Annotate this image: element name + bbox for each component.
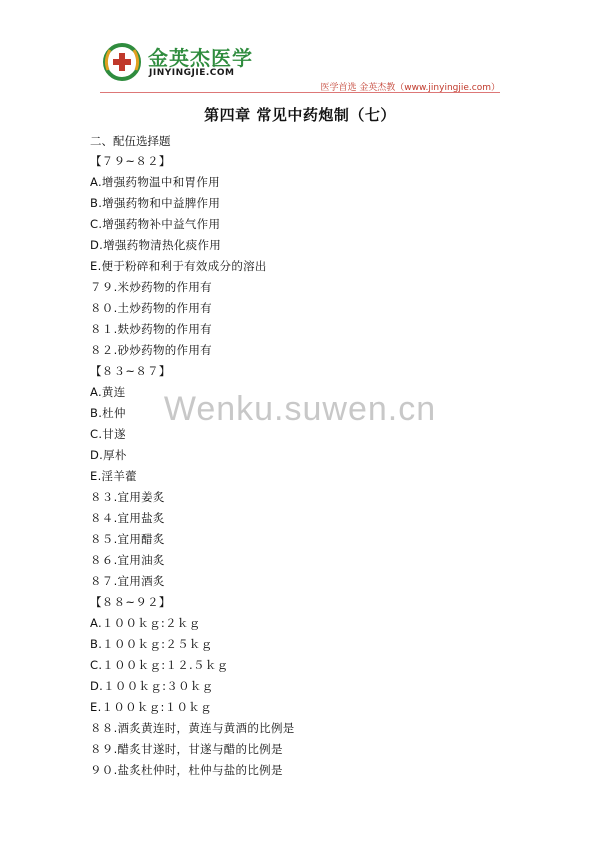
question-line: ８７.宜用酒炙 (90, 574, 165, 588)
section-heading: 二、配伍选择题 (90, 134, 171, 148)
question-line: ８９.醋炙甘遂时，甘遂与醋的比例是 (90, 742, 283, 756)
question-line: C.增强药物补中益气作用 (90, 217, 221, 231)
question-line: D.厚朴 (90, 448, 127, 462)
question-line: E.便于粉碎和利于有效成分的溶出 (90, 259, 267, 273)
question-line: ８２.砂炒药物的作用有 (90, 343, 212, 357)
question-line: ９０.盐炙杜仲时，杜仲与盐的比例是 (90, 763, 283, 777)
question-line: A.增强药物温中和胃作用 (90, 175, 220, 189)
page-header (0, 0, 600, 100)
question-line: B.１００ｋｇ:２５ｋｇ (90, 637, 213, 651)
question-line: ８６.宜用油炙 (90, 553, 165, 567)
logo (100, 40, 260, 88)
question-line: C.甘遂 (90, 427, 126, 441)
header-tagline: 医学首选 金英杰教（www.jinyingjie.com） (320, 83, 500, 93)
logo-text-en: JINYINGJIE.COM (149, 68, 235, 78)
logo-emblem-icon (100, 40, 144, 84)
question-line: B.增强药物和中益脾作用 (90, 196, 221, 210)
page-title: 第四章 常见中药炮制（七） (204, 106, 396, 124)
question-line: ８３.宜用姜炙 (90, 490, 165, 504)
question-line: ８５.宜用醋炙 (90, 532, 165, 546)
question-line: E.淫羊藿 (90, 469, 137, 483)
question-line: B.杜仲 (90, 406, 126, 420)
question-line: 【８３~８７】 (90, 364, 171, 378)
question-list (90, 151, 295, 781)
question-line: ７９.米炒药物的作用有 (90, 280, 212, 294)
question-line: A.１００ｋｇ:２ｋｇ (90, 616, 201, 630)
question-line: 【８８~９２】 (90, 595, 171, 609)
question-line: D.增强药物清热化痰作用 (90, 238, 222, 252)
watermark: Wenku.suwen.cn (163, 390, 437, 428)
question-line: A.黄连 (90, 385, 126, 399)
header-divider (100, 92, 500, 93)
question-line: E.１００ｋｇ:１０ｋｇ (90, 700, 212, 714)
logo-text-cn: 金英杰医学 (148, 46, 253, 70)
question-line: ８１.麸炒药物的作用有 (90, 322, 212, 336)
question-line: ８８.酒炙黄连时，黄连与黄酒的比例是 (90, 721, 295, 735)
question-line: ８０.土炒药物的作用有 (90, 301, 212, 315)
question-line: C.１００ｋｇ:１２.５ｋｇ (90, 658, 229, 672)
question-line: 【７９~８２】 (90, 154, 171, 168)
question-line: D.１００ｋｇ:３０ｋｇ (90, 679, 214, 693)
question-line: ８４.宜用盐炙 (90, 511, 165, 525)
